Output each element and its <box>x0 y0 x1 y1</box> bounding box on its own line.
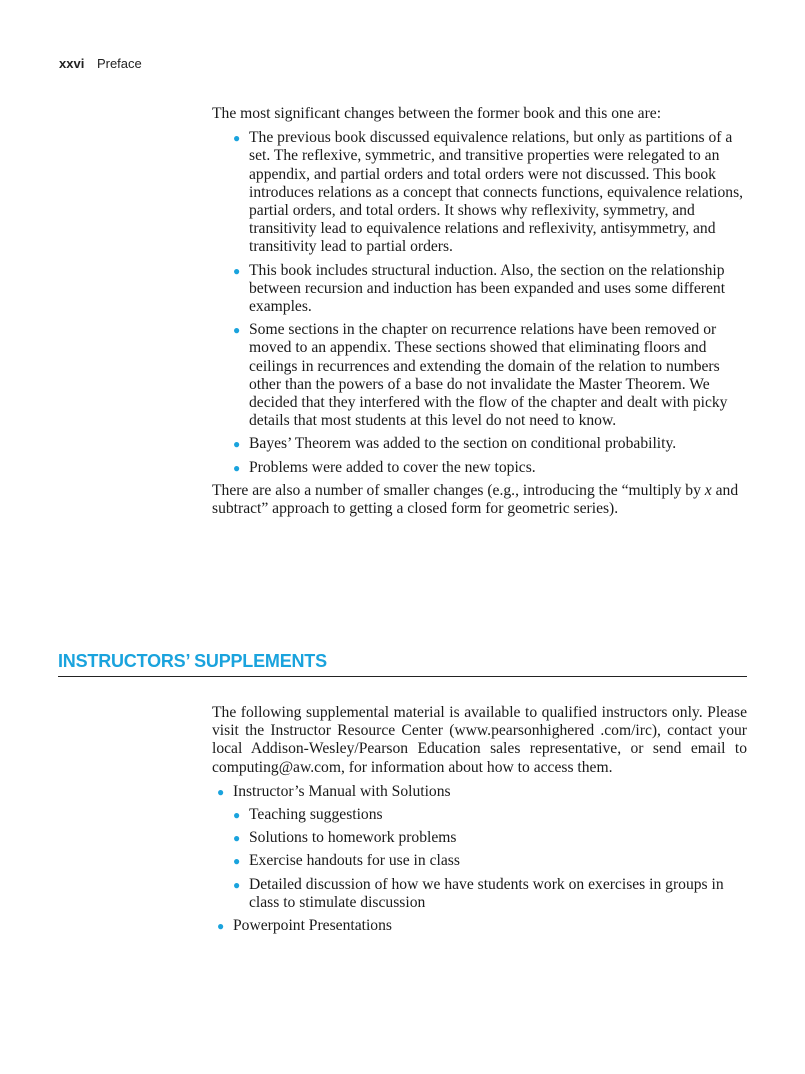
changes-section <box>212 105 747 518</box>
variable-x: x <box>704 481 712 499</box>
list-item-text: Exercise handouts for use in class <box>249 852 460 870</box>
list-item-text: Problems were added to cover the new topics. <box>249 458 536 476</box>
list-item <box>233 321 747 430</box>
running-head <box>59 56 142 71</box>
bullet-icon: ● <box>233 131 241 146</box>
list-item-text: Detailed discussion of how we have students work on exercises in groups in class to stimulate discussion <box>249 875 724 911</box>
list-item-text: Some sections in the chapter on recurrence relations have been removed or moved to an appendix. These sections showed that eliminating floors and ceilings in recurrences and extending the domain of the relation to numbers other than the powers of a base do not invalidate the Master Theorem. We decided that they interfered with the flow of the chapter and dealt with picky details that most students at this level do not need to know. <box>249 321 728 430</box>
bullet-icon: ● <box>233 437 241 452</box>
bullet-icon: ● <box>233 460 241 475</box>
bullet-icon: ● <box>233 808 241 823</box>
list-item <box>233 435 747 453</box>
list-item <box>217 917 747 935</box>
bullet-icon: ● <box>217 919 225 934</box>
changes-closing-end: and subtract” approach to getting a closed form for geometric series). <box>212 481 739 518</box>
bullet-icon: ● <box>233 831 241 846</box>
bullet-icon: ● <box>233 854 241 869</box>
list-item-text: The previous book discussed equivalence relations, but only as partitions of a set. The reflexive, symmetric, and transitive properties were relegated to an appendix, and partial orders and total orders were not discussed. This book introduces relations as a concept that connects functions, equivalence relations, partial orders, and total orders. It shows why reflexivity, symmetry, and transitivity lead to equivalence relations and reflexivity, antisymmetry, and transitivity lead to partial orders. <box>249 129 744 256</box>
bullet-icon: ● <box>233 263 241 278</box>
page-number: xxvi <box>59 56 85 71</box>
section-heading: INSTRUCTORS’ SUPPLEMENTS <box>58 651 747 677</box>
list-item <box>217 782 747 912</box>
changes-intro: The most significant changes between the former book and this one are: <box>212 105 662 122</box>
list-item <box>233 129 747 256</box>
changes-list <box>233 129 747 477</box>
running-head-section: Preface <box>96 56 142 71</box>
list-item-text: Instructor’s Manual with Solutions <box>233 782 451 800</box>
list-item <box>233 875 747 912</box>
supplements-list <box>217 782 747 935</box>
bullet-icon: ● <box>233 323 241 338</box>
manual-sublist <box>233 806 747 912</box>
bullet-icon: ● <box>233 877 241 892</box>
list-item <box>233 806 747 824</box>
supplements-section <box>212 704 747 940</box>
list-item-text: Bayes’ Theorem was added to the section on conditional probability. <box>249 435 677 453</box>
list-item-text: Teaching suggestions <box>249 806 383 824</box>
list-item <box>233 852 747 870</box>
list-item <box>233 261 747 317</box>
changes-closing <box>212 482 747 518</box>
list-item-text: Powerpoint Presentations <box>233 917 392 935</box>
supplements-intro: The following supplemental material is available to qualified instructors only. Please visit the Instructor Resource Center (www.pearsonhighered .com/irc), contact your local Addison-Wesley/Pearson Education sales representative, or send email to computing@aw.com, for information about how to access them. <box>212 704 747 776</box>
list-item <box>233 458 747 477</box>
changes-closing-start: There are also a number of smaller changes (e.g., introducing the “multiply by <box>212 481 705 499</box>
bullet-icon: ● <box>217 784 225 799</box>
list-item <box>233 829 747 847</box>
list-item-text: This book includes structural induction. Also, the section on the relationship between recursion and induction has been expanded and uses some different examples. <box>249 261 726 316</box>
list-item-text: Solutions to homework problems <box>249 829 457 847</box>
